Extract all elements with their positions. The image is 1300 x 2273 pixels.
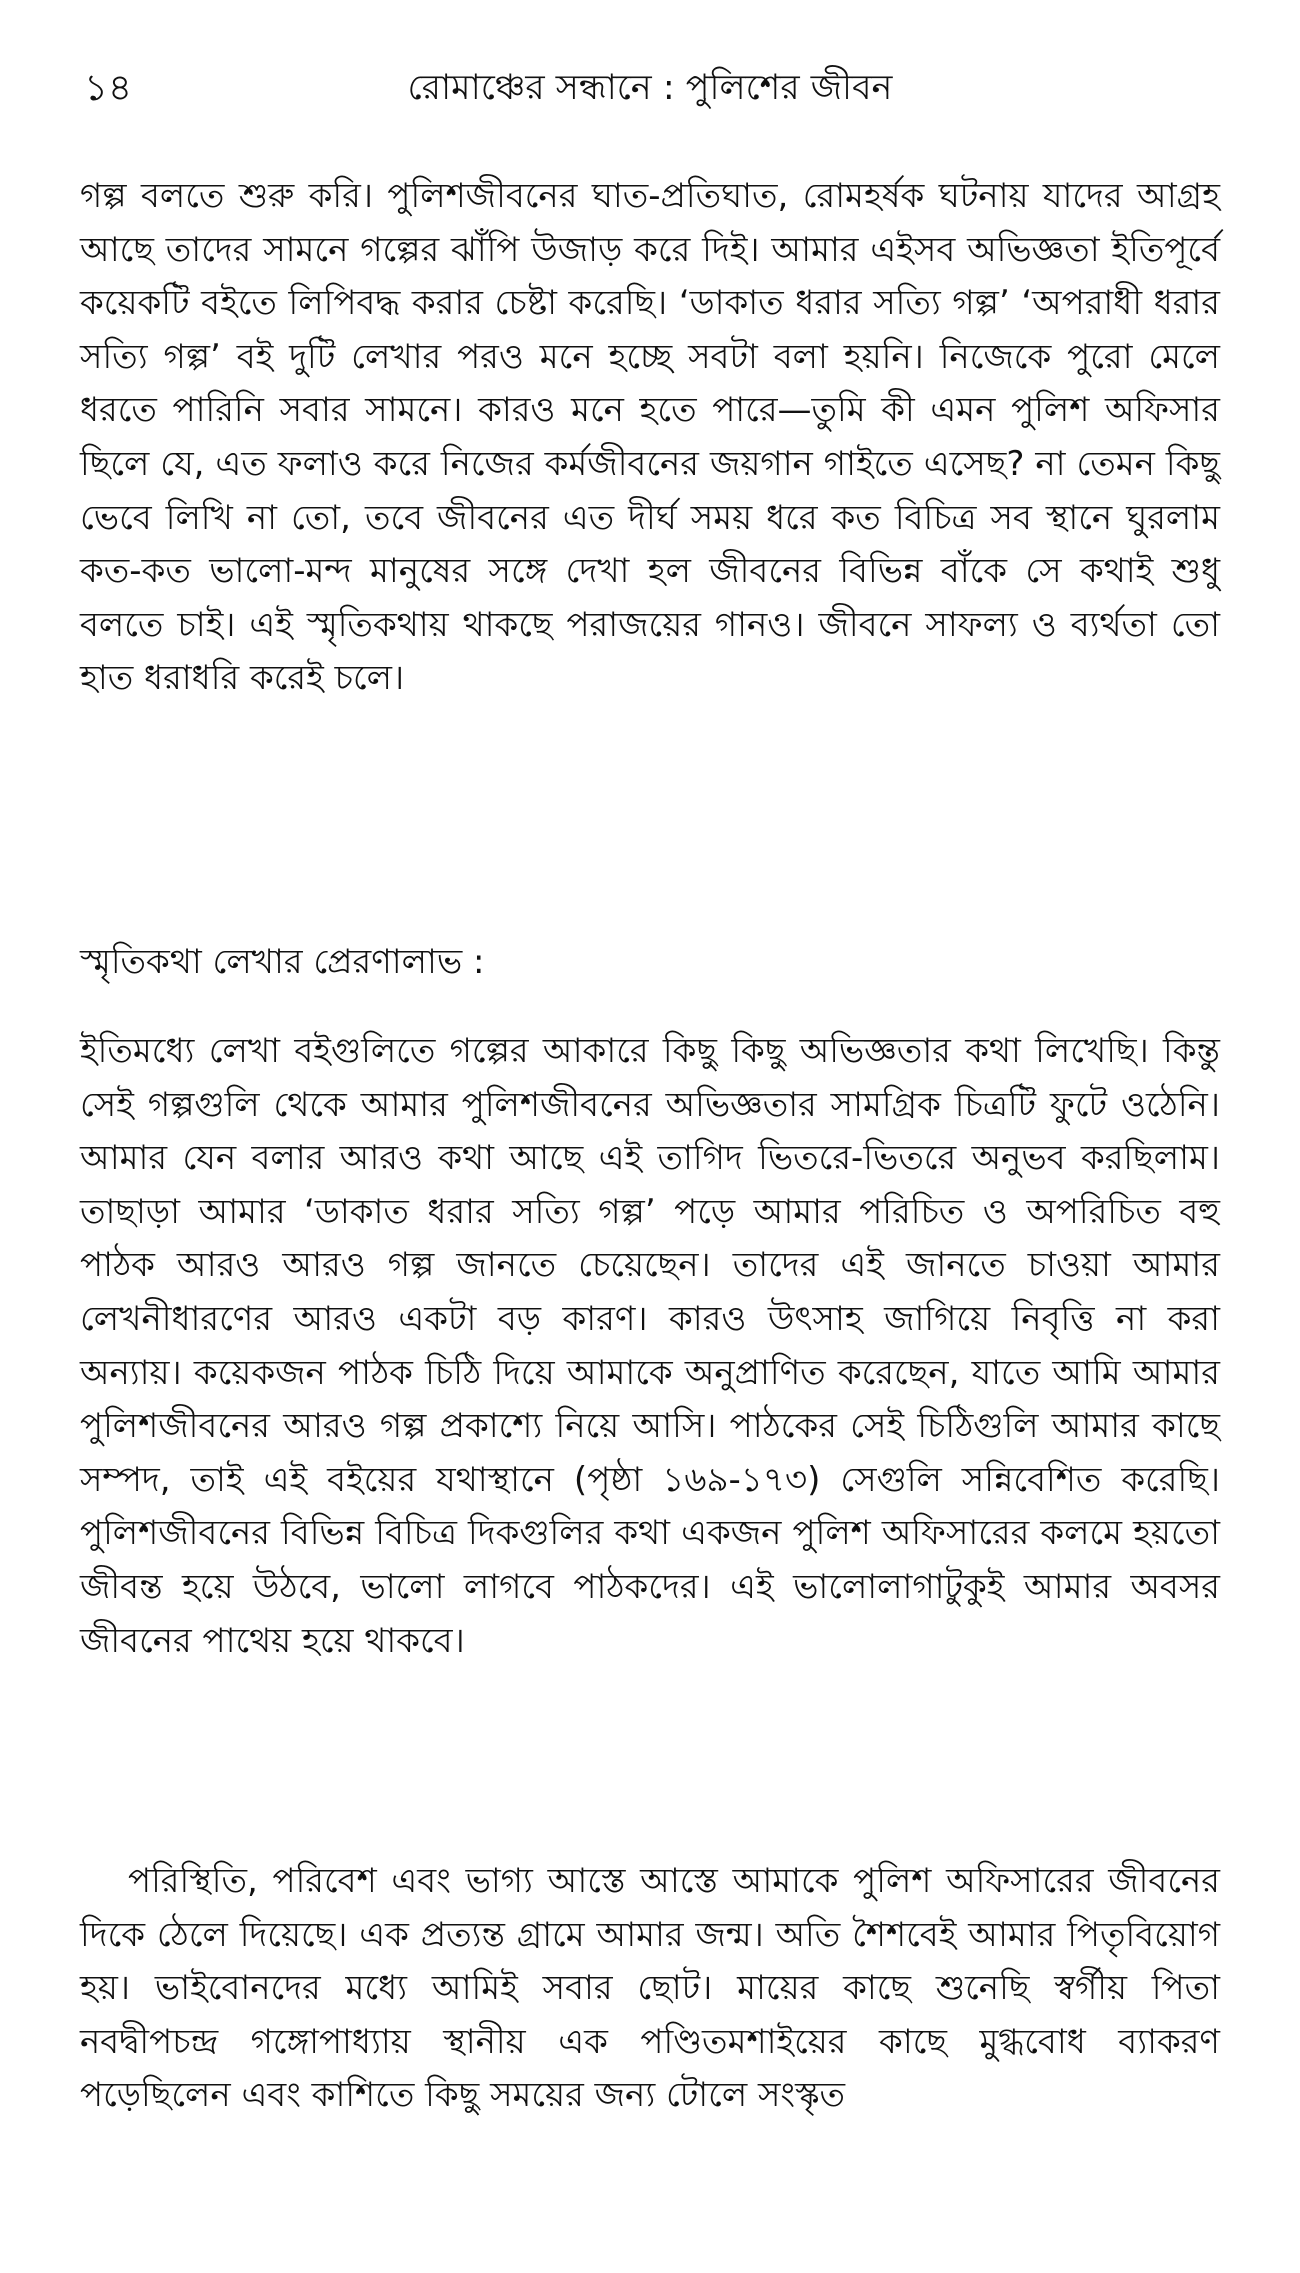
page-header [70,58,1230,118]
page-number: ১৪ [84,66,133,109]
paragraph-background: পরিস্থিতি, পরিবেশ এবং ভাগ্য আস্তে আস্তে আমাকে পুলিশ অফিসারের জীবনের দিকে ঠেলে দিয়েছে। এক প্রত্যন্ত গ্রামে আমার জন্ম। অতি শৈশবেই আমার পিতৃবিয়োগ হয়। ভাইবোনদের মধ্যে আমিই সবার ছোট। মায়ের কাছে শুনেছি স্বর্গীয় পিতা নবদ্বীপচন্দ্র গঙ্গোপাধ্যায় স্থানীয় এক পণ্ডিতমশাইয়ের কাছে মুগ্ধবোধ ব্যাকরণ পড়েছিলেন এবং কাশিতে কিছু সময়ের জন্য টোলে সংস্কৃত [80,1861,1220,2116]
running-title: রোমাঞ্চের সন্ধানে : পুলিশের জীবন [407,68,893,108]
section-heading: স্মৃতিকথা লেখার প্রেরণালাভ : [80,942,485,982]
paragraph-intro: গল্প বলতে শুরু করি। পুলিশজীবনের ঘাত-প্রতিঘাত, রোমহর্ষক ঘটনায় যাদের আগ্রহ আছে তাদের সামনে গল্পের ঝাঁপি উজাড় করে দিই। আমার এইসব অভিজ্ঞতা ইতিপূর্বে কয়েকটি বইতে লিপিবদ্ধ করার চেষ্টা করেছি। ‘ডাকাত ধরার সত্যি গল্প’ ‘অপরাধী ধরার সত্যি গল্প’ বই দুটি লেখার পরও মনে হচ্ছে সবটা বলা হয়নি। নিজেকে পুরো মেলে ধরতে পারিনি সবার সামনে। কারও মনে হতে পারে—তুমি কী এমন পুলিশ অফিসার ছিলে যে, এত ফলাও করে নিজের কর্মজীবনের জয়গান গাইতে এসেছ? না তেমন কিছু ভেবে লিখি না তো, তবে জীবনের এত দীর্ঘ সময় ধরে কত বিচিত্র সব স্থানে ঘুরলাম কত-কত ভালো-মন্দ মানুষের সঙ্গে দেখা হল জীবনের বিভিন্ন বাঁকে সে কথাই শুধু বলতে চাই। এই স্মৃতিকথায় থাকছে পরাজয়ের গানও। জীবনে সাফল্য ও ব্যর্থতা তো হাত ধরাধরি করেই চলে। [80,176,1220,699]
paragraph-inspiration: ইতিমধ্যে লেখা বইগুলিতে গল্পের আকারে কিছু কিছু অভিজ্ঞতার কথা লিখেছি। কিন্তু সেই গল্পগুলি থেকে আমার পুলিশজীবনের অভিজ্ঞতার সামগ্রিক চিত্রটি ফুটে ওঠেনি। আমার যেন বলার আরও কথা আছে এই তাগিদ ভিতরে-ভিতরে অনুভব করছিলাম। তাছাড়া আমার ‘ডাকাত ধরার সত্যি গল্প’ পড়ে আমার পরিচিত ও অপরিচিত বহু পাঠক আরও আরও গল্প জানতে চেয়েছেন। তাদের এই জানতে চাওয়া আমার লেখনীধারণের আরও একটা বড় কারণ। কারও উৎসাহ জাগিয়ে নিবৃত্তি না করা অন্যায়। কয়েকজন পাঠক চিঠি দিয়ে আমাকে অনুপ্রাণিত করেছেন, যাতে আমি আমার পুলিশজীবনের আরও গল্প প্রকাশ্যে নিয়ে আসি। পাঠকের সেই চিঠিগুলি আমার কাছে সম্পদ, তাই এই বইয়ের যথাস্থানে (পৃষ্ঠা ১৬৯-১৭৩) সেগুলি সন্নিবেশিত করেছি। পুলিশজীবনের বিভিন্ন বিচিত্র দিকগুলির কথা একজন পুলিশ অফিসারের কলমে হয়তো জীবন্ত হয়ে উঠবে, ভালো লাগবে পাঠকদের। এই ভালোলাগাটুকুই আমার অবসর জীবনের পাথেয় হয়ে থাকবে। [80,1031,1220,1661]
